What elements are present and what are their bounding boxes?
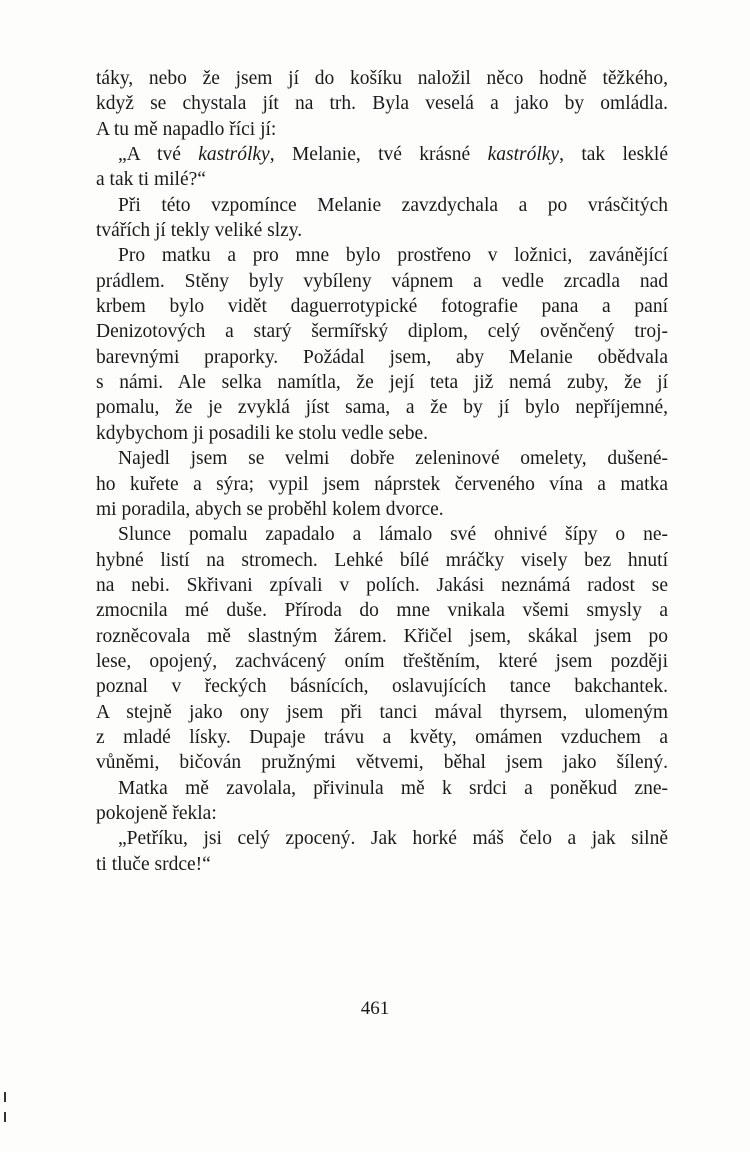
italic-word: kastrólky — [198, 144, 270, 166]
text-line: ho kuřete a sýra; vypil jsem náprstek červeného vína a matka — [96, 473, 668, 495]
text-line: Pro matku a pro mne bylo prostřeno v ložnici, zavánějící — [118, 245, 668, 267]
scan-edge-mark — [4, 1092, 6, 1102]
text-line: „Petříku, jsi celý zpocený. Jak horké máš čelo a jak silně — [118, 828, 668, 850]
text-line: s námi. Ale selka namítla, že její teta již nemá zuby, že jí — [96, 372, 668, 394]
text-line: lese, opojený, zachvácený oním třeštěním, které jsem později — [96, 650, 668, 672]
text-line: Slunce pomalu zapadalo a lámalo své ohnivé šípy o ne- — [118, 524, 668, 546]
text-line: krbem bylo vidět daguerrotypické fotografie pana a paní — [96, 296, 668, 318]
text-line: vůněmi, bičován pružnými větvemi, běhal jsem jako šílený. — [96, 752, 668, 774]
text-line: A stejně jako ony jsem při tanci mával thyrsem, ulomeným — [96, 701, 668, 723]
text-line: poznal v řeckých básnících, oslavujících tance bakchantek. — [96, 676, 668, 698]
text-line: kdybychom ji posadili ke stolu vedle sebe. — [96, 422, 428, 444]
text-line: a tak ti milé?“ — [96, 169, 206, 191]
text-line: na nebi. Skřivani zpívali v polích. Jakási neznámá radost se — [96, 574, 668, 596]
text-line: když se chystala jít na trh. Byla veselá a jako by omládla. — [96, 93, 668, 115]
text-line: A tu mě napadlo říci jí: — [96, 118, 277, 140]
page-number: 461 — [360, 998, 390, 1019]
body-text — [96, 66, 668, 877]
italic-word: kastrólky — [487, 144, 560, 166]
text-line: Při této vzpomínce Melanie zavzdychala a po vrásčitých — [118, 194, 668, 216]
text-line: táky, nebo že jsem jí do košíku naložil něco hodně těžkého, — [96, 68, 668, 89]
text-line: Najedl jsem se velmi dobře zeleninové omelety, dušené- — [118, 448, 668, 470]
text-line: zmocnila mé duše. Příroda do mne vnikala všemi smysly a — [96, 600, 668, 622]
text-line: pomalu, že je zvyklá jíst sama, a že by jí bylo nepříjemné, — [96, 397, 668, 419]
text-line: ti tluče srdce!“ — [96, 853, 211, 875]
text-line: Denizotových a starý šermířský diplom, celý ověnčený troj- — [96, 321, 668, 343]
text-line: prádlem. Stěny byly vybíleny vápnem a vedle zrcadla nad — [96, 270, 668, 292]
text-line: barevnými praporky. Požádal jsem, aby Melanie obědvala — [96, 346, 668, 368]
text-line: rozněcovala mě slastným žárem. Křičel jsem, skákal jsem po — [96, 625, 668, 647]
text-line: hybné listí na stromech. Lehké bílé mráčky visely bez hnutí — [96, 549, 668, 571]
text-line: mi poradila, abych se proběhl kolem dvorce. — [96, 498, 444, 520]
scan-edge-mark — [4, 1112, 6, 1122]
text-line: Matka mě zavolala, přivinula mě k srdci a poněkud zne- — [118, 777, 668, 799]
text-line: „A tvé kastrólky, Melanie, tvé krásné kastrólky, tak lesklé — [118, 144, 668, 166]
text-line: pokojeně řekla: — [96, 802, 217, 824]
text-line: tvářích jí tekly veliké slzy. — [96, 220, 303, 242]
text-line: z mladé lísky. Dupaje trávu a květy, omámen vzduchem a — [96, 726, 668, 748]
